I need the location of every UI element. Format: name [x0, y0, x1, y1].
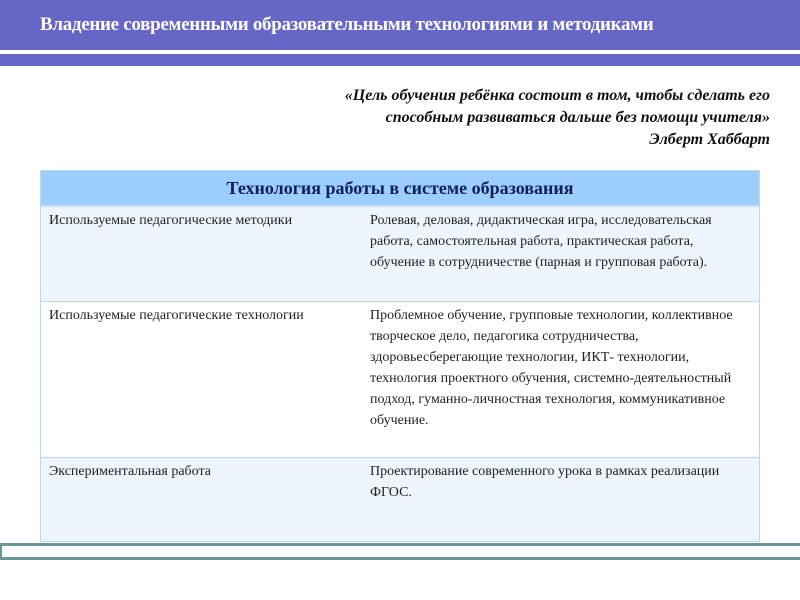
quote-author: Элберт Хаббарт [649, 131, 770, 148]
quote-line-1: «Цель обучения ребёнка состоит в том, чтобы сделать его [344, 87, 770, 104]
quote-line-2: способным развиваться дальше без помощи учителя» [385, 109, 770, 126]
row-label: Используемые педагогические методики [41, 206, 363, 301]
epigraph [210, 85, 770, 151]
table-row [41, 457, 760, 541]
table-row [41, 301, 760, 457]
row-label: Экспериментальная работа [41, 457, 363, 541]
header-divider [0, 50, 800, 53]
row-value: Ролевая, деловая, дидактическая игра, исследовательская работа, самостоятельная работа, практическая работа, обучение в сотрудничестве (парная и групповая работа). [362, 206, 760, 301]
row-value: Проектирование современного урока в рамках реализации ФГОС. [362, 457, 760, 541]
table-heading: Технология работы в системе образования [41, 171, 760, 207]
footer-bar [0, 543, 800, 560]
row-value: Проблемное обучение, групповые технологии, коллективное творческое дело, педагогика сотрудничества, здоровьесберегающие технологии, ИКТ- технологии, технология проектного обучения, системно-деятельностный подход, гуманно-личностная технология, коммуникативное обучение. [362, 301, 760, 457]
slide-title: Владение современными образовательными технологиями и методиками [40, 14, 654, 35]
header-strip [0, 54, 800, 66]
row-label: Используемые педагогические технологии [41, 301, 363, 457]
table-row [41, 206, 760, 301]
technology-table [40, 170, 760, 542]
